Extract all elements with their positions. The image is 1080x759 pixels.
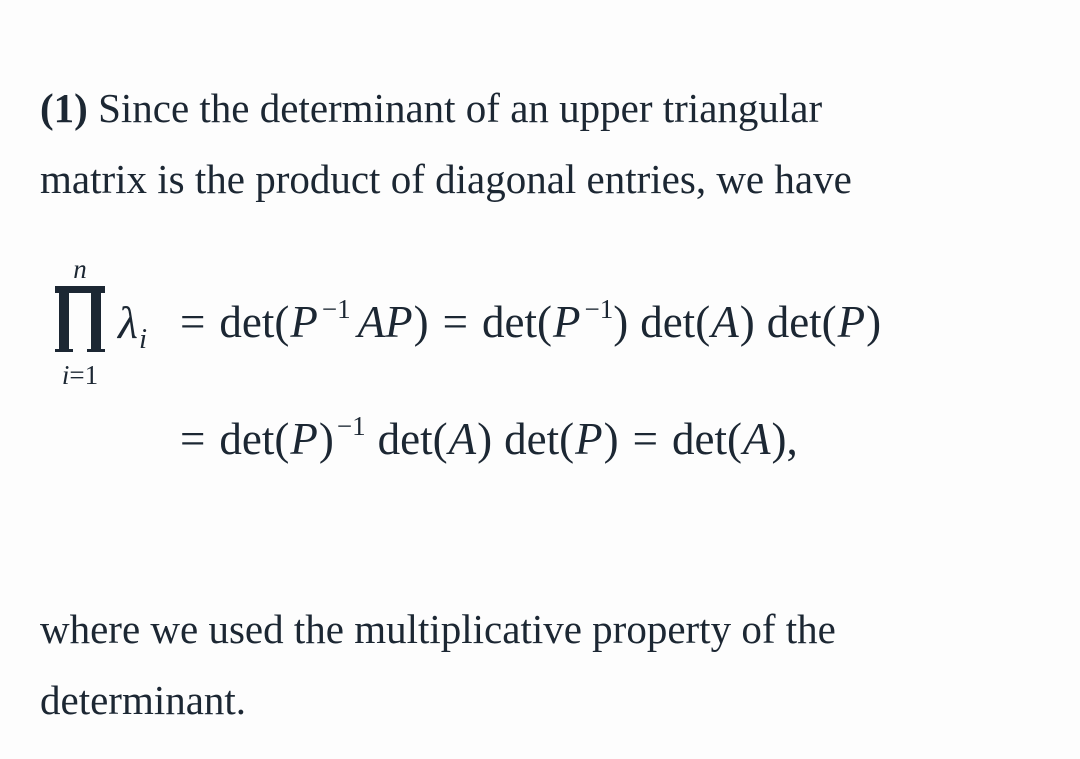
math-token: ( <box>821 297 837 347</box>
math-token: −1 <box>584 294 614 324</box>
item-number-label: (1) <box>40 85 88 131</box>
math-token: P <box>290 297 318 347</box>
math-token: , <box>786 414 798 464</box>
math-token: = <box>180 297 206 347</box>
product-index-variable: i <box>61 360 70 390</box>
footer-line-1: where we used the multiplicative property of the <box>40 606 836 652</box>
math-token: P <box>575 414 603 464</box>
equation-line-1 <box>180 256 1040 394</box>
math-token: ( <box>274 297 290 347</box>
math-token: det <box>481 297 537 347</box>
product-operator <box>55 254 105 390</box>
math-token: ) <box>613 297 629 347</box>
math-token: P <box>837 297 866 347</box>
math-token: AP <box>357 297 413 347</box>
product-index-value: =1 <box>69 360 99 390</box>
math-token: A <box>742 414 771 464</box>
math-token: = <box>180 414 206 464</box>
equation-line-2 <box>180 406 1040 478</box>
product-lower-limit <box>62 360 98 390</box>
math-token: det <box>671 414 727 464</box>
math-token: ) <box>739 297 755 347</box>
math-token: ( <box>559 414 575 464</box>
intro-line-1 <box>40 73 1040 144</box>
lambda-term <box>118 296 147 355</box>
math-token: ) <box>413 297 429 347</box>
product-symbol <box>55 286 105 356</box>
math-token: −1 <box>321 294 351 324</box>
product-upper-limit: n <box>73 254 87 284</box>
math-token: det <box>766 297 822 347</box>
math-token: det <box>219 414 275 464</box>
math-token: det <box>640 297 696 347</box>
math-token: ) <box>318 414 334 464</box>
paragraph-footer <box>40 594 1040 736</box>
math-token: = <box>442 297 468 347</box>
math-token: P <box>290 414 318 464</box>
equation-line-2-indent <box>55 406 180 478</box>
intro-line-1-text: Since the determinant of an upper triangular <box>87 85 823 131</box>
math-token: det <box>377 414 433 464</box>
math-token: ) <box>603 414 619 464</box>
math-token: ( <box>432 414 448 464</box>
math-token: ) <box>866 297 882 347</box>
math-token: −1 <box>336 411 366 441</box>
math-token: ( <box>274 414 290 464</box>
footer-line-2: determinant. <box>40 677 247 723</box>
math-token: A <box>711 297 739 347</box>
lambda-symbol: λ <box>118 296 138 348</box>
math-token: A <box>448 414 477 464</box>
math-token: P <box>552 297 581 347</box>
math-token: ( <box>695 297 711 347</box>
intro-line-2: matrix is the product of diagonal entries, we have <box>40 156 852 202</box>
math-token: ( <box>726 414 742 464</box>
math-token: ) <box>477 414 493 464</box>
paragraph-intro <box>40 73 1040 215</box>
math-token: = <box>632 414 658 464</box>
math-token: det <box>219 297 275 347</box>
math-token: ( <box>536 297 552 347</box>
lambda-subscript: i <box>138 322 147 355</box>
math-token: det <box>504 414 560 464</box>
equation-left-side <box>55 256 180 388</box>
math-token: ) <box>771 414 787 464</box>
equation-block <box>55 256 1040 478</box>
